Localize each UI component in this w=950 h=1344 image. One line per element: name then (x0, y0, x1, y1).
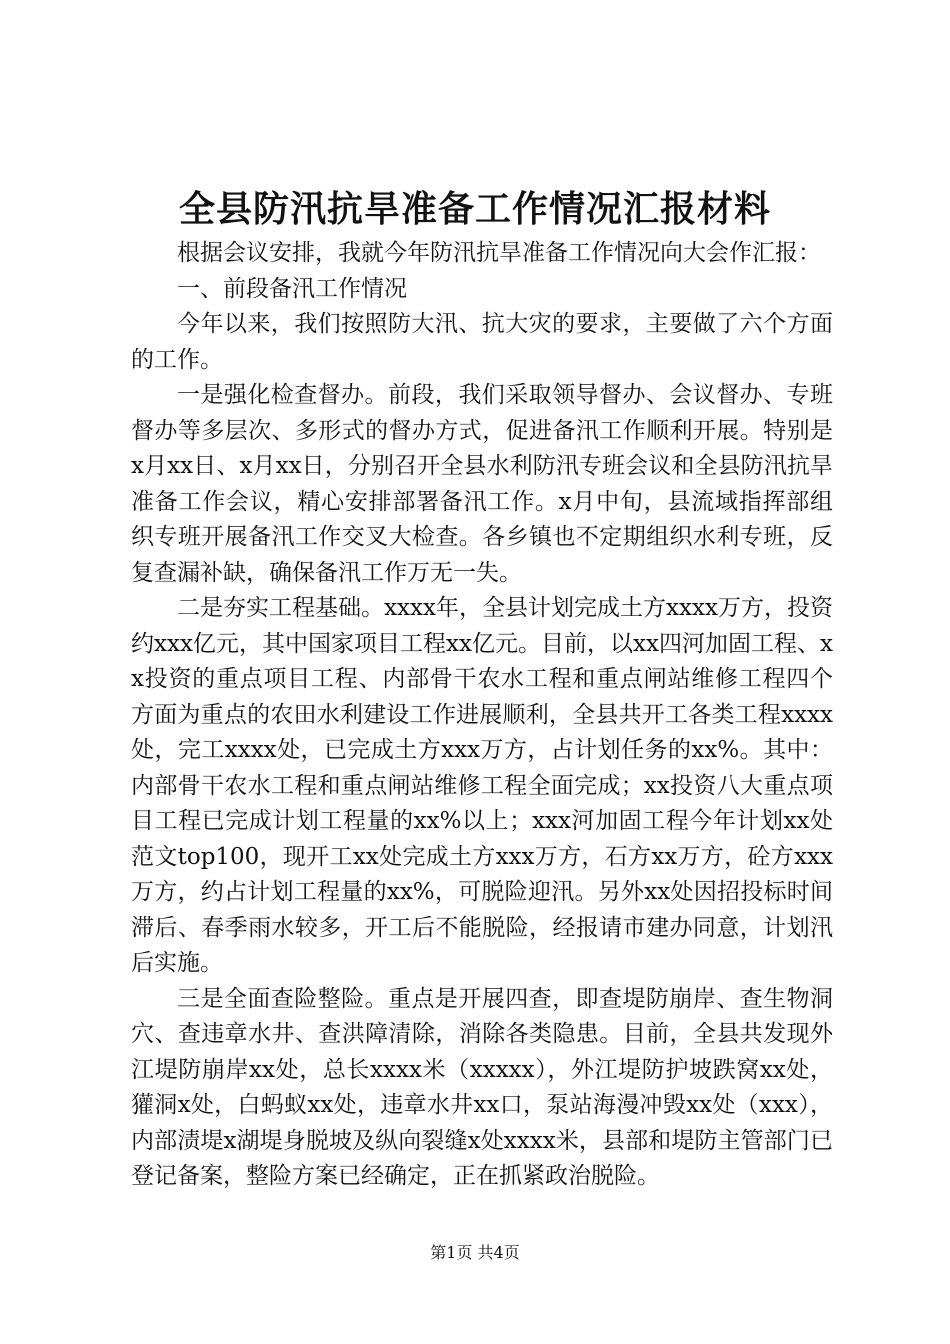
paragraph-risk-check: 三是全面查险整险。重点是开展四查，即查堤防崩岸、查生物洞穴、查违章水井、查洪障清除，消除各类隐患。目前，全县共发现外江堤防崩岸xx处，总长xxxx米（xxxxx），外江堤防护坡跌窝xx处，獾洞x处，白蚂蚁xx处，违章水井xx口，泵站海漫冲毁xx处（xxx），内部渍堤x湖堤身脱坡及纵向裂缝x处xxxx米，县部和堤防主管部门已登记备案，整险方案已经确定，正在抓紧政治脱险。 (131, 985, 833, 1189)
paragraph-overview: 今年以来，我们按照防大汛、抗大灾的要求，主要做了六个方面的工作。 (131, 311, 833, 373)
document-title: 全县防汛抗旱准备工作情况汇报材料 (178, 188, 771, 230)
document-body (131, 236, 833, 1195)
paragraph-inspection: 一是强化检查督办。前段，我们采取领导督办、会议督办、专班督办等多层次、多形式的督办方式，促进备汛工作顺利开展。特别是x月xx日、x月xx日，分别召开全县水利防汛专班会议和全县防汛抗旱准备工作会议，精心安排部署备汛工作。x月中旬，县流域指挥部组织专班开展备汛工作交叉大检查。各乡镇也不定期组织水利专班，反复查漏补缺，确保备汛工作万无一失。 (131, 382, 833, 586)
page-number-footer: 第1页 共4页 (430, 1243, 520, 1262)
paragraph-engineering: 二是夯实工程基础。xxxx年，全县计划完成土方xxxx万方，投资约xxx亿元，其中国家项目工程xx亿元。目前，以xx四河加固工程、xx投资的重点项目工程、内部骨干农水工程和重点闸站维修工程四个方面为重点的农田水利建设工作进展顺利，全县共开工各类工程xxxx处，完工xxxx处，已完成土方xxx万方，占计划任务的xx%。其中：内部骨干农水工程和重点闸站维修工程全面完成；xx投资八大重点项目工程已完成计划工程量的xx%以上；xxx河加固工程今年计划xx处范文top100，现开工xx处完成土方xxx万方，石方xx万方，砼方xxx万方，约占计划工程量的xx%，可脱险迎汛。另外xx处因招投标时间滞后、春季雨水较多，开工后不能脱险，经报请市建办同意，计划汛后实施。 (131, 595, 833, 976)
section-heading-1: 一、前段备汛工作情况 (177, 275, 407, 302)
paragraph-intro: 根据会议安排，我就今年防汛抗旱准备工作情况向大会作汇报： (177, 240, 821, 266)
